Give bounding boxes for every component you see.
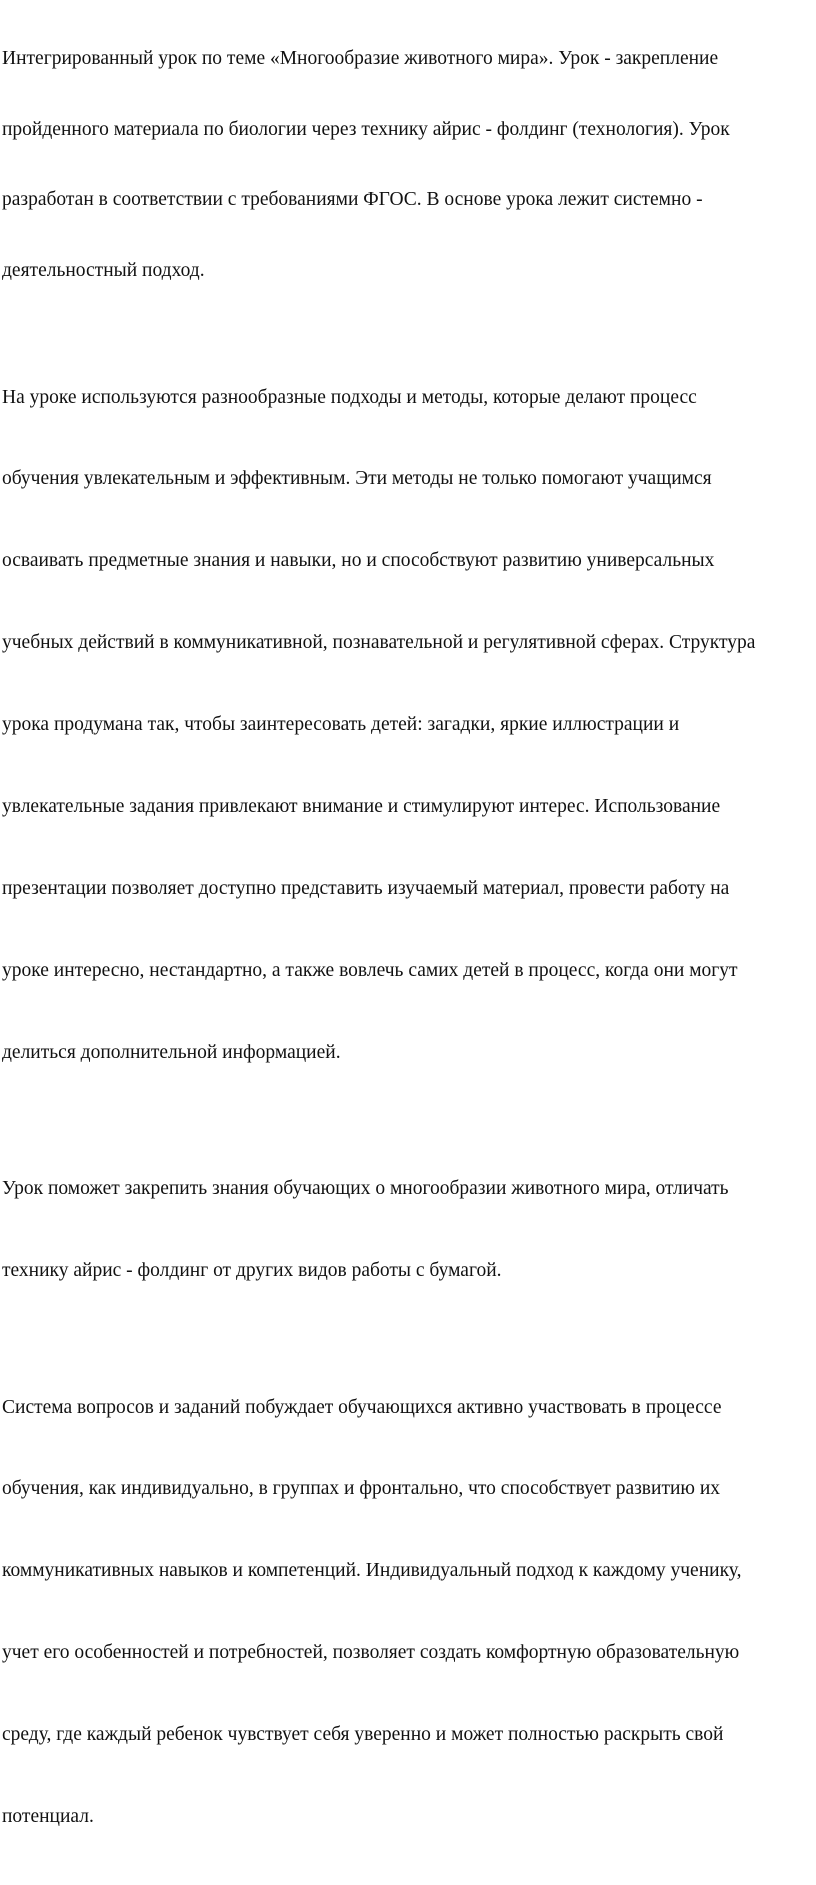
text-line: пройденного материала по биологии через технику айрис - фолдинг (технология). Урок [2, 118, 730, 140]
text-line: На уроке используются разнообразные подходы и методы, которые делают процесс [2, 386, 697, 408]
text-line: презентации позволяет доступно представить изучаемый материал, провести работу на [2, 877, 730, 899]
text-line: учебных действий в коммуникативной, познавательной и регулятивной сферах. Структура [2, 632, 756, 654]
text-line: среду, где каждый ребенок чувствует себя уверенно и может полностью раскрыть свой [2, 1724, 724, 1746]
text-line: Интегрированный урок по теме «Многообразие животного мира». Урок - закрепление [2, 48, 719, 69]
intro-paragraph [2, 0, 812, 329]
text-line: технику айрис - фолдинг от других видов работы с бумагой. [2, 1260, 502, 1282]
text-line: потенциал. [2, 1806, 94, 1828]
text-line: делиться дополнительной информацией. [2, 1041, 341, 1063]
text-line: увлекательные задания привлекают внимание и стимулируют интерес. Использование [2, 796, 721, 818]
text-line: Система вопросов и заданий побуждает обучающихся активно участвовать в процессе [2, 1396, 722, 1418]
text-line: разработан в соответствии с требованиями ФГОС. В основе урока лежит системно - [2, 189, 703, 210]
text-line: учет его особенностей и потребностей, позволяет создать комфортную образовательную [2, 1642, 740, 1664]
text-line: обучения увлекательным и эффективным. Эти методы не только помогают учащимся [2, 468, 712, 490]
system-paragraph [2, 1339, 812, 1885]
text-line: уроке интересно, нестандартно, а также вовлечь самих детей в процесс, когда они могут [2, 959, 738, 981]
text-line: урока продумана так, чтобы заинтересовать детей: загадки, яркие иллюстрации и [2, 714, 680, 736]
text-line: осваивать предметные знания и навыки, но и способствуют развитию универсальных [2, 550, 715, 572]
methods-paragraph [2, 329, 812, 1121]
text-line: обучения, как индивидуально, в группах и фронтально, что способствует развитию их [2, 1478, 721, 1500]
text-line: коммуникативных навыков и компетенций. Индивидуальный подход к каждому ученику, [2, 1560, 742, 1582]
text-line: Урок поможет закрепить знания обучающих о многообразии животного мира, отличать [2, 1178, 729, 1200]
text-line: деятельностный подход. [2, 259, 205, 281]
goal-paragraph [2, 1121, 812, 1339]
